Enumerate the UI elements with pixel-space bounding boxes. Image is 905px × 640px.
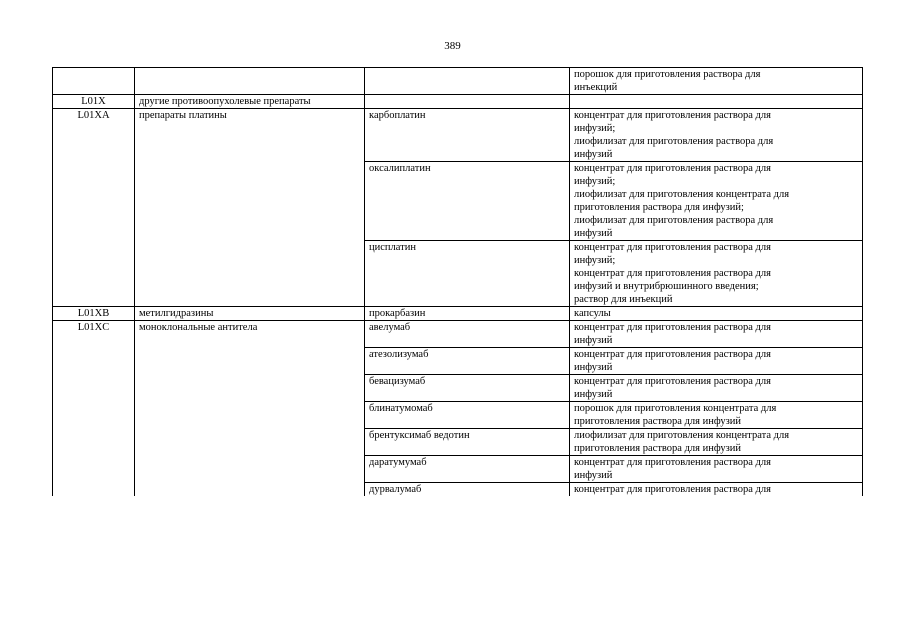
atc-code-cell: L01XC (53, 321, 135, 497)
drug-cell: даратумумаб (365, 456, 570, 483)
group-cell: моноклональные антитела (135, 321, 365, 497)
drug-table (52, 67, 863, 496)
table-row (53, 68, 863, 95)
table-row (53, 109, 863, 162)
group-cell: метилгидразины (135, 307, 365, 321)
form-cell: концентрат для приготовления раствора для инфузий (570, 375, 863, 402)
atc-code-cell (53, 68, 135, 95)
drug-cell: цисплатин (365, 241, 570, 307)
drug-cell: дурвалумаб (365, 483, 570, 497)
form-cell: концентрат для приготовления раствора для инфузий (570, 456, 863, 483)
drug-cell: бевацизумаб (365, 375, 570, 402)
atc-code-cell: L01XB (53, 307, 135, 321)
table-row (53, 307, 863, 321)
group-cell: другие противоопухолевые препараты (135, 95, 365, 109)
form-cell: порошок для приготовления концентрата для приготовления раствора для инфузий (570, 402, 863, 429)
drug-cell (365, 95, 570, 109)
group-cell (135, 68, 365, 95)
drug-cell: атезолизумаб (365, 348, 570, 375)
drug-cell: карбоплатин (365, 109, 570, 162)
form-cell: концентрат для приготовления раствора для инфузий; лиофилизат для приготовления концентрата для приготовления раствора для инфузий; лиофилизат для приготовления раствора для инфузий (570, 162, 863, 241)
form-cell: концентрат для приготовления раствора для инфузий (570, 348, 863, 375)
drug-cell: прокарбазин (365, 307, 570, 321)
form-cell: концентрат для приготовления раствора для инфузий; лиофилизат для приготовления раствора для инфузий (570, 109, 863, 162)
form-cell: лиофилизат для приготовления концентрата для приготовления раствора для инфузий (570, 429, 863, 456)
atc-code-cell: L01XA (53, 109, 135, 307)
drug-cell: авелумаб (365, 321, 570, 348)
form-cell: концентрат для приготовления раствора для инфузий; концентрат для приготовления раствора для инфузий и внутрибрюшинного введения; раствор для инъекций (570, 241, 863, 307)
drug-cell: оксалиплатин (365, 162, 570, 241)
table-row (53, 95, 863, 109)
page-number: 389 (444, 40, 461, 52)
form-cell: порошок для приготовления раствора для инъекций (570, 68, 863, 95)
drug-cell: блинатумомаб (365, 402, 570, 429)
form-cell: капсулы (570, 307, 863, 321)
drug-cell: брентуксимаб ведотин (365, 429, 570, 456)
form-cell (570, 95, 863, 109)
form-cell: концентрат для приготовления раствора для (570, 483, 863, 497)
form-cell: концентрат для приготовления раствора для инфузий (570, 321, 863, 348)
drug-cell (365, 68, 570, 95)
group-cell: препараты платины (135, 109, 365, 307)
table-row (53, 321, 863, 348)
atc-code-cell: L01X (53, 95, 135, 109)
